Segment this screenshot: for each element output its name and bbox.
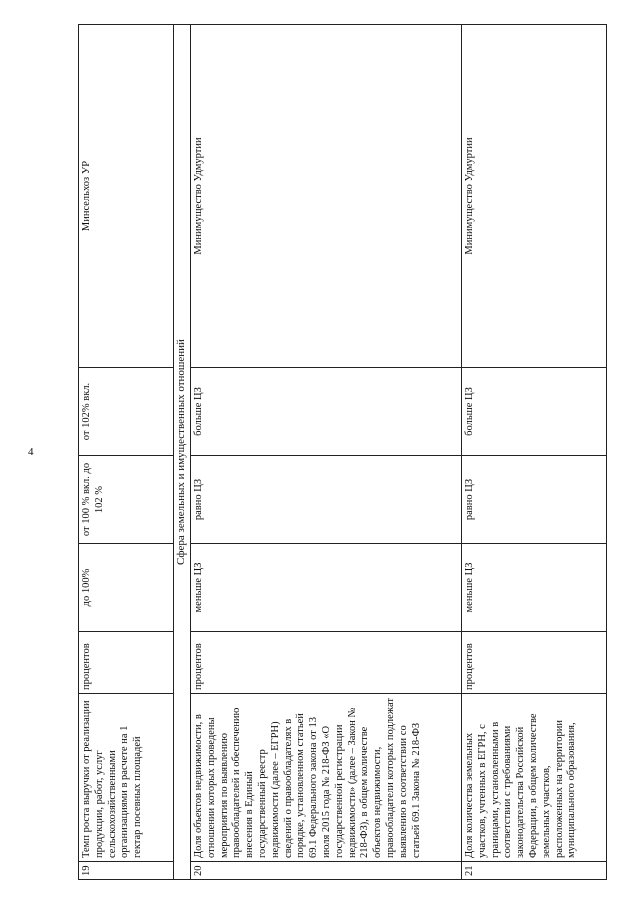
value-low: меньше ЦЗ	[462, 544, 607, 632]
unit-cell: процентов	[79, 632, 174, 694]
indicator-name: Темп роста выручки от реализации продукции, работ, услуг сельскохозяйственными организациями в расчете на 1 гектар посевных площадей	[79, 694, 174, 862]
value-high: больше ЦЗ	[462, 368, 607, 456]
table-row	[462, 25, 607, 880]
value-low: меньше ЦЗ	[191, 544, 462, 632]
row-number: 20	[191, 862, 462, 880]
page-number: 4	[28, 446, 34, 458]
table-row	[79, 25, 174, 880]
section-header-row	[174, 25, 191, 880]
responsible-body: Минимущество Удмуртии	[191, 25, 462, 368]
unit-cell: процентов	[191, 632, 462, 694]
value-high: от 102% вкл.	[79, 368, 174, 456]
table-row	[191, 25, 462, 880]
indicator-name: Доля объектов недвижимости, в отношении которых проведены мероприятия по выявлению правообладателей и обеспечению внесения в Единый государственный реестр недвижимости (далее – ЕГРН) сведений о правообладателях в порядке, установленном статьей 69.1 Федерального закона от 13 июля 2015 года № 218-ФЗ «О государственной регистрации недвижимости» (далее – Закон № 218-ФЗ), в общем количестве объектов недвижимости, правообладатели которых подлежат выявлению в соответствии со статьей 69.1 Закона № 218-ФЗ	[191, 694, 462, 862]
row-number: 19	[79, 862, 174, 880]
rotated-table-wrapper	[78, 24, 592, 880]
section-title: Сфера земельных и имущественных отношений	[174, 25, 191, 880]
unit-cell: процентов	[462, 632, 607, 694]
responsible-body: Минимущество Удмуртии	[462, 25, 607, 368]
indicators-table	[78, 24, 607, 880]
value-mid: равно ЦЗ	[191, 456, 462, 544]
value-mid: от 100 % вкл. до 102 %	[79, 456, 174, 544]
indicator-name: Доля количества земельных участков, учтенных в ЕГРН, с границами, установленными в соответствии с требованиями законодательства Российской Федерации, в общем количестве земельных участков, расположенных на территории муниципального образования,	[462, 694, 607, 862]
value-high: больше ЦЗ	[191, 368, 462, 456]
value-mid: равно ЦЗ	[462, 456, 607, 544]
row-number: 21	[462, 862, 607, 880]
responsible-body: Минсельхоз УР	[79, 25, 174, 368]
value-low: до 100%	[79, 544, 174, 632]
